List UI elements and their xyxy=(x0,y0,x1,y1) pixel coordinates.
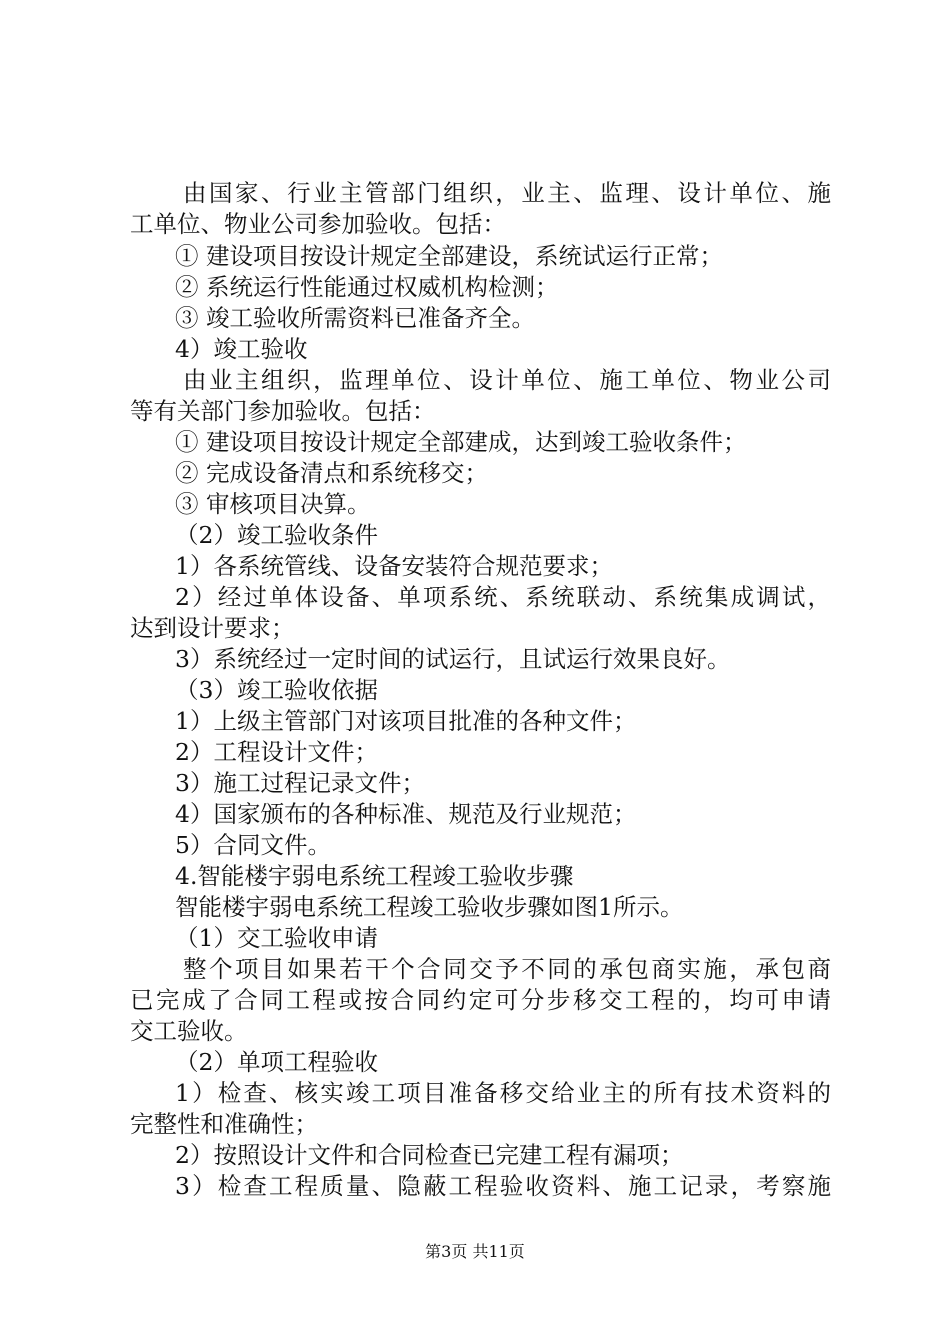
list-item: 1）检查、核实竣工项目准备移交给业主的所有技术资料的 xyxy=(175,1079,831,1107)
paragraph-line: 整个项目如果若干个合同交予不同的承包商实施，承包商 xyxy=(183,955,831,983)
list-item: 2）经过单体设备、单项系统、系统联动、系统集成调试， xyxy=(175,583,831,611)
paragraph-line: 智能楼宇弱电系统工程竣工验收步骤如图1所示。 xyxy=(175,893,684,921)
list-item: ② 完成设备清点和系统移交； xyxy=(175,459,488,487)
section-heading: （2）单项工程验收 xyxy=(175,1048,378,1076)
paragraph-line: 由业主组织，监理单位、设计单位、施工单位、物业公司 xyxy=(183,366,831,394)
section-heading: （3）竣工验收依据 xyxy=(175,676,378,704)
paragraph-line: 完整性和准确性； xyxy=(130,1110,318,1138)
paragraph-line: 由国家、行业主管部门组织，业主、监理、设计单位、施 xyxy=(183,179,831,207)
list-item: 1）上级主管部门对该项目批准的各种文件； xyxy=(175,707,637,735)
list-item: 3）检查工程质量、隐蔽工程验收资料、施工记录，考察施 xyxy=(175,1172,831,1200)
paragraph-line: 交工验收。 xyxy=(130,1017,248,1045)
paragraph-line: 等有关部门参加验收。包括： xyxy=(130,397,436,425)
section-heading: （2）竣工验收条件 xyxy=(175,521,378,549)
list-item: 2）按照设计文件和合同检查已完建工程有漏项； xyxy=(175,1141,684,1169)
section-heading: 4.智能楼宇弱电系统工程竣工验收步骤 xyxy=(175,862,574,890)
paragraph-line: 达到设计要求； xyxy=(130,614,295,642)
list-item: 4）国家颁布的各种标准、规范及行业规范； xyxy=(175,800,637,828)
list-item: ① 建设项目按设计规定全部建成，达到竣工验收条件； xyxy=(175,428,747,456)
page-number-footer: 第3页 共11页 xyxy=(425,1242,525,1261)
list-item: 3）施工过程记录文件； xyxy=(175,769,425,797)
list-item: 3）系统经过一定时间的试运行，且试运行效果良好。 xyxy=(175,645,731,673)
section-heading: （1）交工验收申请 xyxy=(175,924,378,952)
list-item: ① 建设项目按设计规定全部建设，系统试运行正常； xyxy=(175,242,723,270)
list-item: 1）各系统管线、设备安装符合规范要求； xyxy=(175,552,613,580)
list-item: 5）合同文件。 xyxy=(175,831,331,859)
list-item: ③ 竣工验收所需资料已准备齐全。 xyxy=(175,304,535,332)
list-item: 2）工程设计文件； xyxy=(175,738,378,766)
section-heading: 4）竣工验收 xyxy=(175,335,308,363)
list-item: ③ 审核项目决算。 xyxy=(175,490,371,518)
list-item: ② 系统运行性能通过权威机构检测； xyxy=(175,273,559,301)
paragraph-line: 工单位、物业公司参加验收。包括： xyxy=(130,210,506,238)
paragraph-line: 已完成了合同工程或按合同约定可分步移交工程的，均可申请 xyxy=(130,986,831,1014)
